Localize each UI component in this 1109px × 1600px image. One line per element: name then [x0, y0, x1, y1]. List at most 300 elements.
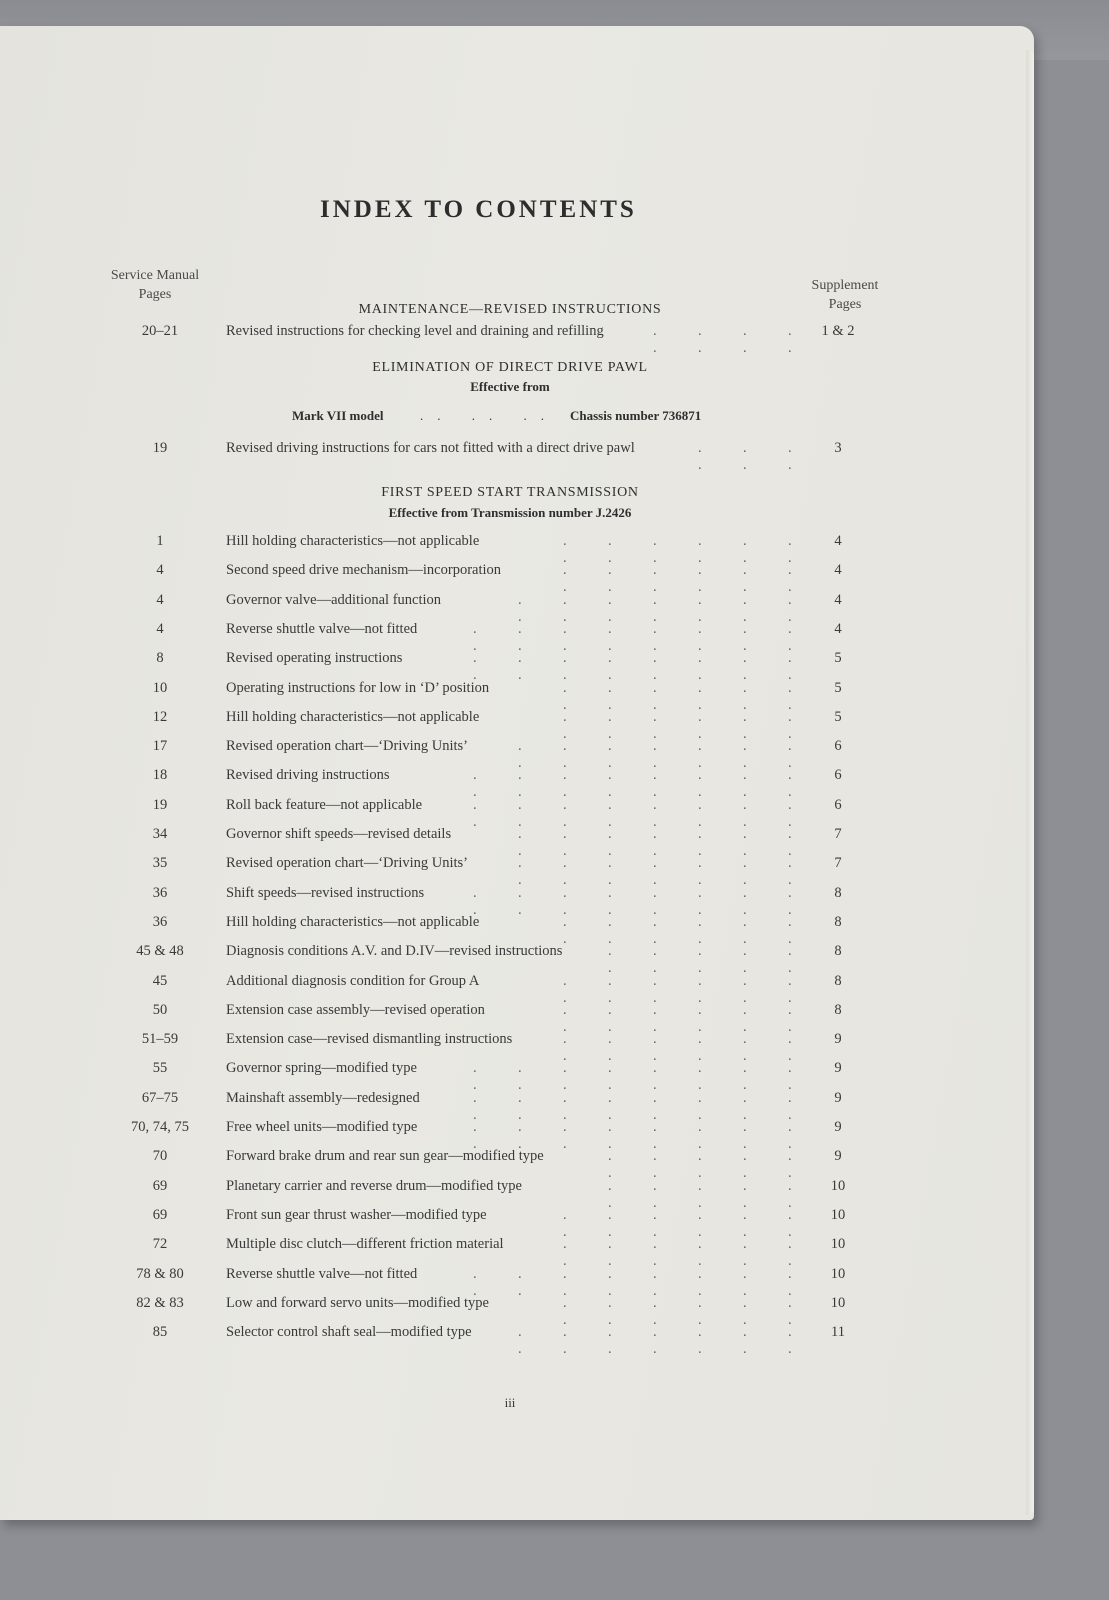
leader-dot-pair: . . — [608, 1265, 612, 1299]
supplement-page: 9 — [834, 1031, 842, 1048]
leader-dot-pair: . . — [563, 738, 567, 772]
supplement-page: 10 — [830, 1206, 846, 1223]
leader-dot-pair: . . — [788, 708, 792, 742]
leader-dot-pair: . . — [653, 650, 657, 684]
leader-dot-pair: . . — [698, 1206, 702, 1240]
entry-description: Roll back feature—not applicable — [226, 796, 423, 813]
service-manual-page: 45 & 48 — [136, 943, 184, 960]
list-item — [0, 1089, 1020, 1123]
leader-dot-pair: . . — [653, 1060, 657, 1094]
list-item — [0, 533, 1020, 566]
service-manual-page: 45 — [152, 972, 168, 989]
supplement-page: 9 — [834, 1060, 842, 1077]
list-item — [0, 679, 1020, 713]
leader-dot-pair: . . — [743, 650, 747, 684]
leader-dot-pair: . . — [788, 767, 792, 801]
supplement-page: 5 — [834, 708, 842, 725]
entry-description: Reverse shuttle valve—not fitted — [226, 620, 418, 637]
leader-dot-pair: . . — [563, 1001, 567, 1035]
leader-dot-pair: . . — [698, 591, 702, 625]
leader-dot-pair: . . — [518, 650, 522, 684]
leader-dot-pair: . . — [788, 440, 792, 473]
list-item — [0, 1119, 1020, 1152]
entry-description: Front sun gear thrust washer—modified type — [226, 1206, 487, 1223]
entry-description: Revised instructions for checking level and draining and refilling — [226, 323, 604, 339]
leader-dot-pair: . . — [698, 1265, 702, 1299]
leader-dot-pair: . . — [563, 826, 567, 859]
leader-dot-pair: . . — [698, 1148, 702, 1182]
entry-description: Diagnosis conditions A.V. and D.IV—revised instructions — [226, 943, 563, 960]
header-line: Pages — [138, 287, 172, 302]
leader-dot-pair: . . — [518, 1089, 522, 1123]
leader-dot-pair: . . — [743, 323, 747, 356]
supplement-page: 4 — [834, 562, 842, 579]
leader-dot-pair: . . — [608, 1089, 612, 1123]
leader-dot-pair: . . — [653, 1119, 657, 1152]
supplement-page: 7 — [834, 826, 842, 842]
service-manual-page: 19 — [152, 440, 168, 456]
leader-dot-pair: . . — [743, 826, 747, 859]
leader-dot-pair: . . — [788, 1031, 792, 1065]
supplement-page: 10 — [830, 1294, 846, 1311]
list-item — [0, 884, 1020, 918]
entry-description: Hill holding characteristics—not applicable — [226, 708, 480, 725]
leader-dot-pair: . . — [563, 1324, 567, 1358]
leader-dot-pair: . . — [518, 855, 522, 889]
leader-dot-pair: . . — [788, 1206, 792, 1240]
section-subtitle-first-speed: Effective from Transmission number J.2426 — [388, 505, 632, 520]
supplement-page: 5 — [834, 650, 842, 667]
leader-dot-pair: . . — [653, 620, 657, 654]
list-item — [0, 1206, 1020, 1240]
leader-dot-pair: . . — [563, 1294, 567, 1328]
leader-dot-pair: . . — [608, 1001, 612, 1035]
entry-description: Revised operation chart—‘Driving Units’ — [226, 738, 469, 755]
leader-dot-pair: . . — [653, 1001, 657, 1035]
supplement-page: 6 — [834, 796, 842, 813]
service-manual-page: 19 — [152, 796, 168, 813]
service-manual-page: 50 — [152, 1001, 168, 1018]
supplement-page: 11 — [831, 1324, 845, 1341]
leader-dot-pair: . . — [698, 1060, 702, 1094]
leader-dot-pair: . . — [743, 1177, 747, 1211]
leader-dot-pair: . . — [743, 972, 747, 1006]
list-item — [0, 562, 1020, 596]
service-manual-page: 69 — [152, 1177, 168, 1194]
list-item — [0, 1265, 1020, 1299]
leader-dot-pair: . . — [473, 1265, 477, 1299]
leader-dot-pair: . . — [653, 562, 657, 596]
supplement-page: 8 — [834, 884, 842, 901]
leader-dot-pair: . . — [563, 708, 567, 742]
service-manual-page: 36 — [152, 884, 168, 901]
entry-description: Hill holding characteristics—not applicable — [226, 913, 480, 930]
supplement-page: 1 & 2 — [821, 323, 855, 339]
leader-dot-pair: . . — [518, 826, 522, 859]
service-manual-page: 72 — [152, 1236, 168, 1253]
page-title: INDEX TO CONTENTS — [320, 196, 637, 223]
leader-dot-pair: . . — [698, 1177, 702, 1211]
supplement-page: 10 — [830, 1265, 846, 1282]
leader-dot-pair: . . — [608, 796, 612, 830]
leader-dot-pair: . . — [653, 1031, 657, 1065]
leader-dot-pair: . . — [788, 1294, 792, 1328]
leader-dot-pair: . . — [653, 679, 657, 713]
leader-dot-pair: . . — [473, 1089, 477, 1123]
entry-description: Low and forward servo units—modified type — [226, 1294, 489, 1311]
leader-dot-pair: . . — [563, 591, 567, 625]
entry-description: Hill holding characteristics—not applicable — [226, 533, 480, 549]
leader-dot-pair: . . — [608, 562, 612, 596]
leader-dot-pair: . . — [743, 440, 747, 473]
list-item — [0, 796, 1020, 830]
leader-dot-pair: . . — [473, 767, 477, 801]
service-manual-page: 4 — [156, 562, 164, 579]
leader-dot-pair: . . — [608, 1236, 612, 1270]
page-number: iii — [504, 1395, 516, 1410]
entry-description: Extension case assembly—revised operation — [226, 1001, 485, 1018]
list-item — [0, 1148, 1020, 1182]
leader-dot-pair: . . — [743, 1206, 747, 1240]
leader-dot-pair: . . — [788, 1177, 792, 1211]
leader-dot-pair: . . — [698, 1031, 702, 1065]
list-item — [0, 1001, 1020, 1035]
leader-dot-pair: . . — [698, 796, 702, 830]
service-manual-page: 70 — [152, 1148, 168, 1165]
leader-dot-pair: . . — [653, 533, 657, 566]
leader-dot-pair: . . — [788, 620, 792, 654]
entry-description: Extension case—revised dismantling instructions — [226, 1031, 513, 1048]
leader-dot-pair: . . — [608, 943, 612, 977]
supplement-page: 9 — [834, 1148, 842, 1165]
list-item — [0, 1031, 1020, 1065]
leader-dot-pair: . . — [698, 562, 702, 596]
service-manual-pages-header — [95, 266, 215, 304]
leader-dot-pair: . . — [653, 826, 657, 859]
service-manual-page: 4 — [156, 620, 164, 637]
leader-dot-pair: . . — [743, 738, 747, 772]
leader-dot-pair: . . — [518, 884, 522, 918]
list-item — [0, 1324, 1020, 1358]
leader-dot-pair: . . — [608, 650, 612, 684]
list-item — [0, 1294, 1020, 1328]
supplement-page: 7 — [834, 855, 842, 872]
leader-dot-pair: . . — [698, 1294, 702, 1328]
leader-dot-pair: . . — [788, 913, 792, 947]
leader-dot-pair: . . — [473, 1119, 477, 1152]
leader-dot-pair: . . — [743, 1119, 747, 1152]
list-item — [0, 738, 1020, 772]
leader-dot-pair: . . — [743, 1001, 747, 1035]
header-line: Supplement — [811, 278, 879, 293]
leader-dot-pair: . . — [698, 650, 702, 684]
supplement-page: 8 — [834, 972, 842, 989]
supplement-page: 10 — [830, 1236, 846, 1253]
leader-dot-pair: . . — [788, 650, 792, 684]
leader-dot-pair: . . — [563, 1060, 567, 1094]
leader-dot-pair: . . — [608, 855, 612, 889]
entry-description: Governor shift speeds—revised details — [226, 826, 452, 842]
supplement-page: 8 — [834, 1001, 842, 1018]
leader-dot-pair: . . — [653, 1148, 657, 1182]
section-title-first-speed: FIRST SPEED START TRANSMISSION — [381, 485, 639, 500]
leader-dot-pair: . . — [608, 738, 612, 772]
leader-dot-pair: . . — [653, 1177, 657, 1211]
leader-dot-pair: . . — [698, 679, 702, 713]
leader-dot-pair: . . — [563, 679, 567, 713]
supplement-page: 4 — [834, 591, 842, 608]
leader-dot-pair: . . — [698, 1236, 702, 1270]
leader-dot-pair: . . — [743, 1148, 747, 1182]
leader-dot-pair: . . — [788, 884, 792, 918]
list-item — [0, 855, 1020, 889]
leader-dot-pair: . . — [563, 620, 567, 654]
leader-dot-pair: . . — [653, 1089, 657, 1123]
supplement-page: 6 — [834, 738, 842, 755]
service-manual-page: 17 — [152, 738, 168, 755]
leader-dot-pair: . . — [743, 796, 747, 830]
leader-dot-pair: . . — [743, 533, 747, 566]
leader-dot-pair: . . — [743, 1294, 747, 1328]
leader-dot-pair: . . — [473, 796, 477, 830]
leader-dot-pair: . . — [518, 1060, 522, 1094]
leader-dot-pair: . . — [698, 972, 702, 1006]
entry-description: Selector control shaft seal—modified type — [226, 1324, 472, 1341]
leader-dot-pair: . . — [563, 972, 567, 1006]
leader-dot-pair: . . — [608, 884, 612, 918]
leader-dot-pair: . . — [788, 533, 792, 566]
leader-dot-pair: . . — [788, 972, 792, 1006]
leader-dot-pair: . . — [788, 1236, 792, 1270]
service-manual-page: 34 — [152, 826, 168, 842]
entry-description: Governor spring—modified type — [226, 1060, 417, 1077]
leader-dot-pair: . . — [653, 913, 657, 947]
service-manual-page: 36 — [152, 913, 168, 930]
leader-dot-pair: . . — [518, 767, 522, 801]
leader-dot-pair: . . — [608, 708, 612, 742]
leader-dot-pair: . . — [743, 884, 747, 918]
leader-dot-pair: . . — [743, 1265, 747, 1299]
leader-dot-pair: . . — [743, 943, 747, 977]
leader-dot-pair: . . — [698, 913, 702, 947]
leader-dot-pair: . . — [518, 620, 522, 654]
list-item — [0, 913, 1020, 947]
service-manual-page: 12 — [152, 708, 168, 725]
leader-dot-pair: . . — [653, 1324, 657, 1358]
list-item — [0, 620, 1020, 654]
chassis-number: Chassis number 736871 — [570, 408, 702, 423]
leader-dot-pair: . . — [653, 1206, 657, 1240]
service-manual-page: 85 — [152, 1324, 168, 1341]
leader-dot-pair: . . — [788, 1265, 792, 1299]
service-manual-page: 67–75 — [141, 1089, 179, 1106]
list-item — [0, 767, 1020, 801]
leader-dot-pair: . . — [698, 943, 702, 977]
leader-dot-pair: . . — [653, 1236, 657, 1270]
leader-dot-pair: . . — [653, 884, 657, 918]
leader-dot-pair: . . — [608, 1206, 612, 1240]
leader-dot-pair: . . — [563, 562, 567, 596]
leader-dot-pair: . . — [743, 1060, 747, 1094]
list-item — [0, 1236, 1020, 1270]
leader-dot-pair: . . — [743, 562, 747, 596]
service-manual-page: 55 — [152, 1060, 168, 1077]
leader-dot-pair: . . — [698, 767, 702, 801]
leader-dot-pair: . . — [698, 533, 702, 566]
section-title-pawl: ELIMINATION OF DIRECT DRIVE PAWL — [372, 360, 648, 375]
leader-dot-pair: . . — [653, 738, 657, 772]
leader-dot-pair: . . — [608, 913, 612, 947]
leader-dot-pair: . . — [473, 650, 477, 684]
section-subtitle-pawl: Effective from — [470, 379, 550, 394]
entry-description: Revised operating instructions — [226, 650, 403, 667]
leader-dot-pair: . . — [563, 650, 567, 684]
supplement-page: 8 — [834, 943, 842, 960]
service-manual-page: 8 — [156, 650, 164, 667]
list-item — [0, 591, 1020, 625]
leader-dot-pair: . . — [608, 1324, 612, 1358]
leader-dot-pair: . . — [743, 913, 747, 947]
leader-dot-pair: . . — [563, 1031, 567, 1065]
entry-description: Mainshaft assembly—redesigned — [226, 1089, 420, 1106]
leader-dot-pair: . . — [563, 1265, 567, 1299]
leader-dots: .. .. .. — [420, 408, 558, 423]
leader-dot-pair: . . — [743, 620, 747, 654]
leader-dot-pair: . . — [698, 738, 702, 772]
leader-dot-pair: . . — [743, 679, 747, 713]
service-manual-page: 1 — [156, 533, 164, 549]
service-manual-page: 51–59 — [141, 1031, 179, 1048]
leader-dot-pair: . . — [653, 943, 657, 977]
leader-dot-pair: . . — [608, 1294, 612, 1328]
leader-dot-pair: . . — [653, 972, 657, 1006]
list-item — [0, 1177, 1020, 1211]
service-manual-page: 18 — [152, 767, 168, 784]
leader-dot-pair: . . — [608, 533, 612, 566]
leader-dot-pair: . . — [608, 1031, 612, 1065]
entry-description: Operating instructions for low in ‘D’ position — [226, 679, 490, 696]
leader-dot-pair: . . — [608, 1119, 612, 1152]
entry-description: Free wheel units—modified type — [226, 1119, 418, 1135]
entry-description: Planetary carrier and reverse drum—modified type — [226, 1177, 522, 1194]
list-item — [0, 323, 1020, 356]
service-manual-page: 70, 74, 75 — [131, 1119, 189, 1135]
leader-dot-pair: . . — [788, 1089, 792, 1123]
list-item — [0, 826, 1020, 859]
leader-dot-pair: . . — [518, 796, 522, 830]
leader-dot-pair: . . — [788, 738, 792, 772]
leader-dot-pair: . . — [653, 1294, 657, 1328]
supplement-page: 4 — [834, 620, 842, 637]
supplement-page: 9 — [834, 1119, 842, 1135]
service-manual-page: 82 & 83 — [136, 1294, 184, 1311]
leader-dot-pair: . . — [608, 826, 612, 859]
leader-dot-pair: . . — [608, 1177, 612, 1211]
list-item — [0, 440, 1020, 473]
list-item — [0, 972, 1020, 1006]
leader-dot-pair: . . — [608, 767, 612, 801]
leader-dot-pair: . . — [788, 1148, 792, 1182]
leader-dot-pair: . . — [743, 591, 747, 625]
supplement-page: 8 — [834, 913, 842, 930]
service-manual-page: 4 — [156, 591, 164, 608]
leader-dot-pair: . . — [788, 855, 792, 889]
leader-dot-pair: . . — [698, 440, 702, 473]
supplement-page: 4 — [834, 533, 842, 549]
page-edge — [1026, 50, 1034, 1515]
entry-description: Multiple disc clutch—different friction material — [226, 1236, 504, 1253]
entry-description: Revised operation chart—‘Driving Units’ — [226, 855, 469, 872]
leader-dot-pair: . . — [788, 1324, 792, 1358]
list-item — [0, 1060, 1020, 1094]
leader-dot-pair: . . — [518, 1265, 522, 1299]
list-item — [0, 708, 1020, 742]
leader-dot-pair: . . — [563, 767, 567, 801]
leader-dot-pair: . . — [653, 323, 657, 356]
leader-dot-pair: . . — [743, 1089, 747, 1123]
leader-dot-pair: . . — [653, 767, 657, 801]
leader-dot-pair: . . — [788, 323, 792, 356]
list-item — [0, 943, 1020, 977]
leader-dot-pair: . . — [788, 679, 792, 713]
leader-dot-pair: . . — [608, 1148, 612, 1182]
leader-dot-pair: . . — [698, 1324, 702, 1358]
leader-dot-pair: . . — [518, 591, 522, 625]
leader-dot-pair: . . — [563, 1206, 567, 1240]
leader-dot-pair: . . — [608, 972, 612, 1006]
leader-dot-pair: . . — [788, 796, 792, 830]
leader-dot-pair: . . — [743, 767, 747, 801]
list-item — [0, 650, 1020, 684]
leader-dot-pair: . . — [788, 1060, 792, 1094]
leader-dot-pair: . . — [518, 1324, 522, 1358]
leader-dot-pair: . . — [698, 855, 702, 889]
leader-dot-pair: . . — [788, 943, 792, 977]
leader-dot-pair: . . — [698, 884, 702, 918]
leader-dot-pair: . . — [608, 1060, 612, 1094]
leader-dot-pair: . . — [563, 855, 567, 889]
leader-dot-pair: . . — [698, 620, 702, 654]
leader-dot-pair: . . — [743, 1236, 747, 1270]
header-line: Pages — [828, 297, 862, 312]
leader-dot-pair: . . — [743, 1324, 747, 1358]
header-line: Service Manual — [110, 268, 200, 283]
entry-description: Governor valve—additional function — [226, 591, 442, 608]
leader-dot-pair: . . — [473, 620, 477, 654]
leader-dot-pair: . . — [563, 913, 567, 947]
leader-dot-pair: . . — [653, 1265, 657, 1299]
leader-dot-pair: . . — [698, 826, 702, 859]
leader-dot-pair: . . — [653, 708, 657, 742]
entry-description: Revised driving instructions — [226, 767, 390, 784]
leader-dot-pair: . . — [653, 591, 657, 625]
leader-dot-pair: . . — [473, 884, 477, 918]
section-title-maintenance: MAINTENANCE—REVISED INSTRUCTIONS — [358, 302, 662, 317]
leader-dot-pair: . . — [788, 826, 792, 859]
entry-description: Revised driving instructions for cars not fitted with a direct drive pawl — [226, 440, 635, 456]
leader-dot-pair: . . — [608, 591, 612, 625]
entry-description: Additional diagnosis condition for Group A — [226, 972, 480, 989]
model-label: Mark VII model — [292, 408, 384, 423]
leader-dot-pair: . . — [608, 679, 612, 713]
leader-dot-pair: . . — [608, 620, 612, 654]
leader-dot-pair: . . — [743, 1031, 747, 1065]
service-manual-page: 78 & 80 — [136, 1265, 184, 1282]
leader-dot-pair: . . — [518, 1119, 522, 1152]
service-manual-page: 10 — [152, 679, 168, 696]
leader-dot-pair: . . — [563, 1119, 567, 1152]
leader-dot-pair: . . — [698, 708, 702, 742]
